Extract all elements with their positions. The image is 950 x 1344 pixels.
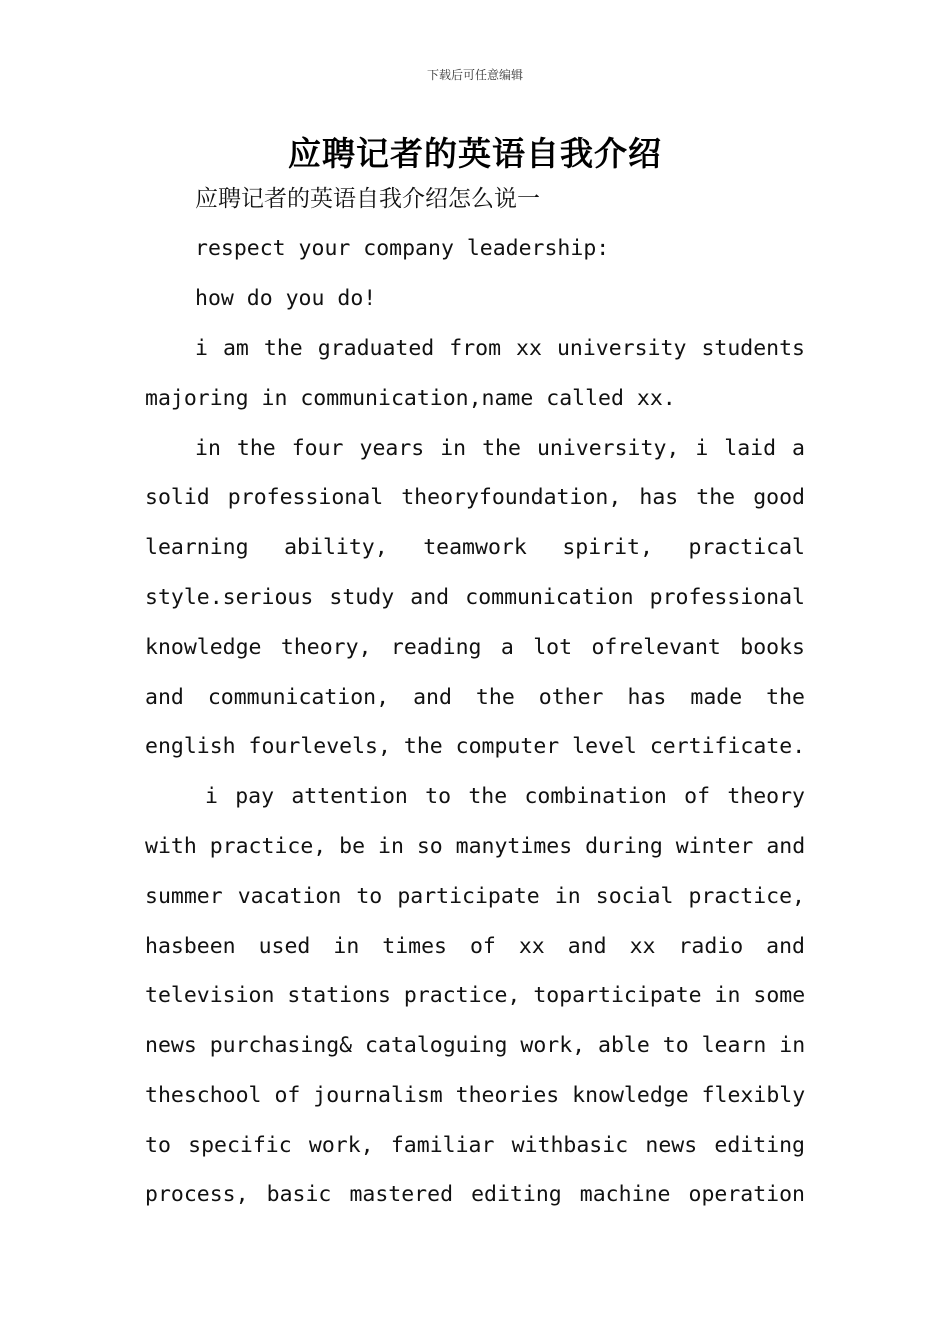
paragraph-line: with practice, be in so manytimes during winter and xyxy=(145,834,806,859)
paragraph-line: process, basic mastered editing machine operation xyxy=(145,1182,805,1207)
paragraph-line: knowledge theory, reading a lot ofrelevant books xyxy=(145,635,805,660)
paragraph-line: and communication, and the other has made the xyxy=(145,685,805,710)
paragraph-line: in the four years in the university, i laid a xyxy=(195,436,805,461)
paragraph-line: how do you do! xyxy=(195,286,377,311)
paragraph-line: i am the graduated from xx university students xyxy=(195,336,805,361)
paragraph-line: style.serious study and communication professional xyxy=(145,585,805,610)
paragraph-line: learning ability, teamwork spirit, practical xyxy=(145,535,805,560)
paragraph-line: hasbeen used in times of xx and xx radio and xyxy=(145,934,805,959)
paragraph-line: respect your company leadership: xyxy=(195,236,610,261)
paragraph-line: i pay attention to the combination of theory xyxy=(205,784,805,809)
document-title: 应聘记者的英语自我介绍 xyxy=(288,134,662,173)
paragraph-line: to specific work, familiar withbasic news editing xyxy=(145,1133,805,1158)
header-note: 下载后可任意编辑 xyxy=(426,68,523,82)
subtitle: 应聘记者的英语自我介绍怎么说一 xyxy=(195,186,540,212)
paragraph-line: summer vacation to participate in social practice, xyxy=(145,884,805,909)
paragraph-line: solid professional theoryfoundation, has the good xyxy=(145,485,805,510)
paragraph-line: english fourlevels, the computer level certificate. xyxy=(145,734,806,759)
paragraph-line: majoring in communication,name called xx. xyxy=(145,386,676,411)
paragraph-line: theschool of journalism theories knowledge flexibly xyxy=(145,1083,806,1108)
paragraph-line: news purchasing& cataloguing work, able to learn in xyxy=(145,1033,806,1058)
paragraph-line: television stations practice, toparticipate in some xyxy=(145,983,806,1008)
